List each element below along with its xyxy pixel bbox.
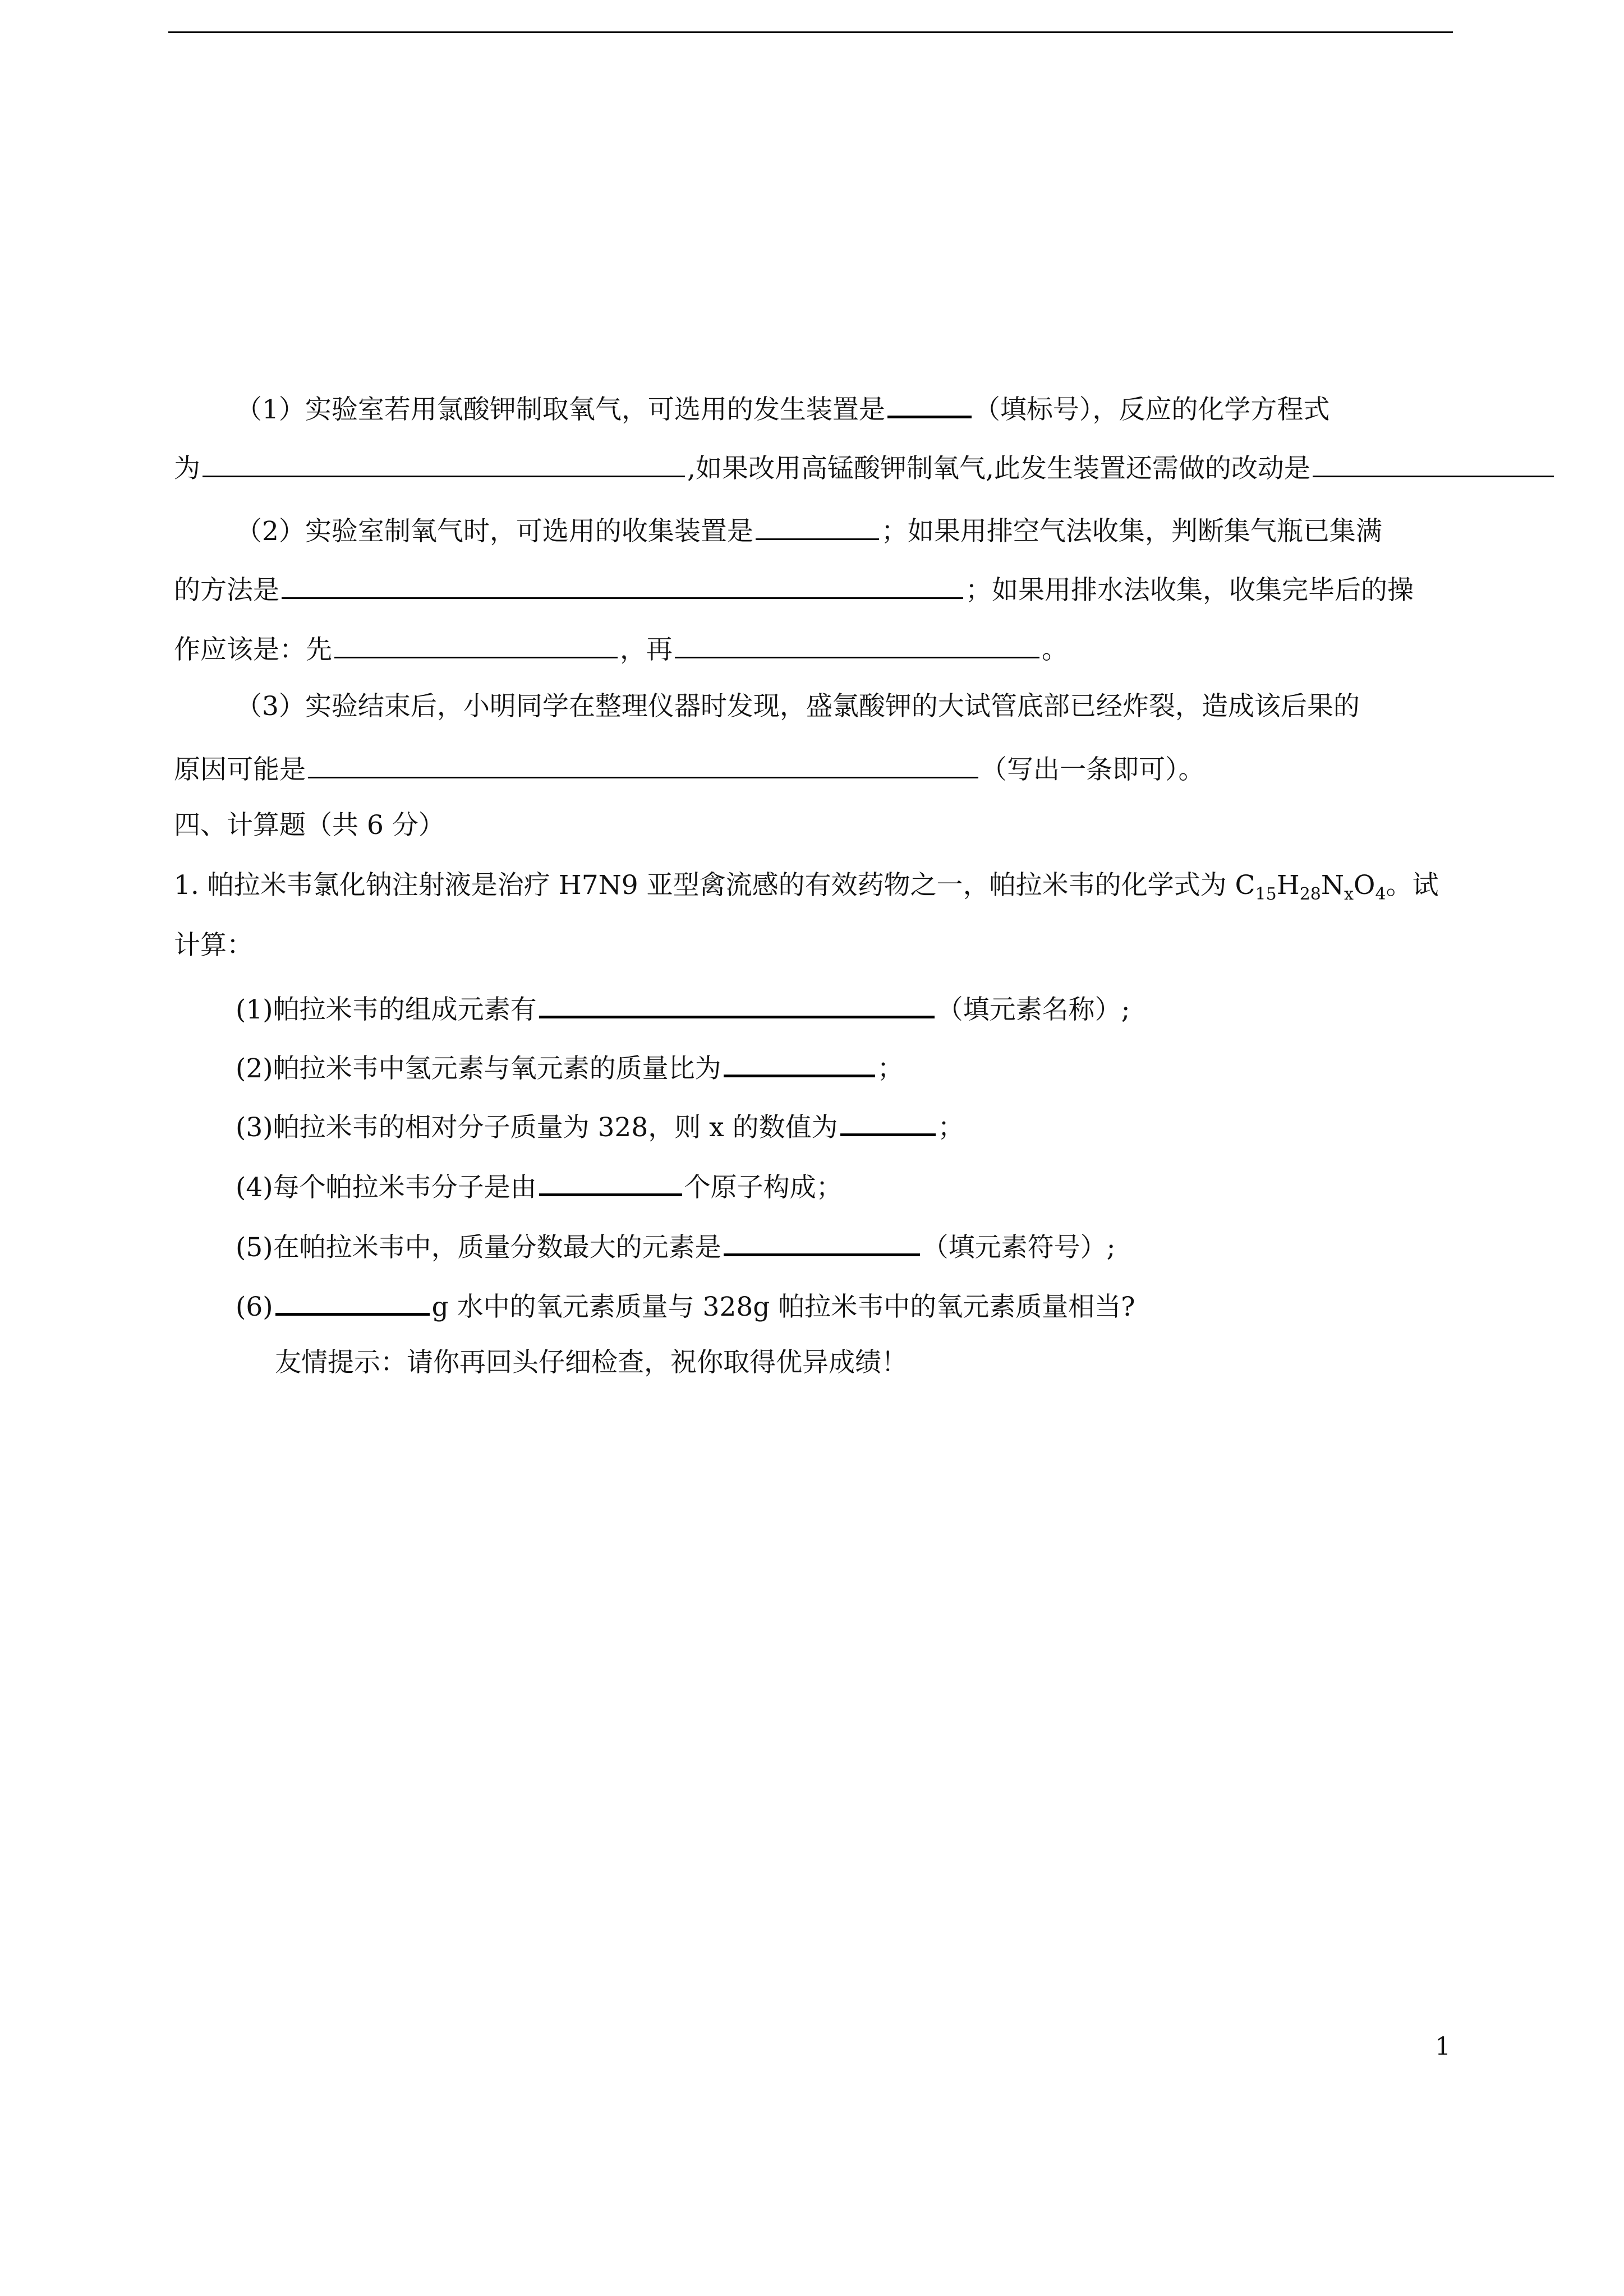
q2-first-step-blank[interactable] [334, 630, 618, 658]
q2-text-a: （2）实验室制氧气时，可选用的收集装置是 [236, 516, 753, 547]
q3-text-c: （写出一条即可）。 [981, 754, 1205, 785]
calc-item-3 [236, 1106, 1526, 1145]
section4-heading [174, 809, 1464, 842]
calc-item-2 [236, 1048, 1526, 1086]
calc-item-6-text: (6) [236, 1292, 273, 1322]
calc-item-5-text: (5)在帕拉米韦中，质量分数最大的元素是 [236, 1232, 721, 1263]
q1-modification-blank[interactable] [1313, 449, 1554, 477]
calc-item-1-suffix: （填元素名称）; [936, 994, 1130, 1025]
q3-text-b: 原因可能是 [174, 754, 306, 785]
calc-item-4-blank[interactable] [539, 1167, 682, 1196]
q2-text-d: ；如果用排水法收集，收集完毕后的操 [965, 575, 1414, 606]
q3-line-2 [174, 750, 1464, 787]
page-number: 1 [1435, 2032, 1451, 2061]
calc-item-5 [236, 1227, 1526, 1265]
q2-line-2 [174, 570, 1464, 607]
q3-reason-blank[interactable] [308, 750, 978, 778]
calc-item-1-blank[interactable] [539, 989, 935, 1018]
q2-text-c: 的方法是 [174, 575, 279, 606]
q2-collect-device-blank[interactable] [756, 511, 879, 540]
q2-line-1 [236, 511, 1526, 548]
calc-item-5-suffix: （填元素符号）; [922, 1232, 1116, 1263]
q2-second-step-blank[interactable] [675, 630, 1039, 658]
calc-intro-text-a: 1. 帕拉米韦氯化钠注射液是治疗 H7N9 亚型禽流感的有效药物之一，帕拉米韦的化学式为 [174, 870, 1235, 901]
calc-item-6-blank[interactable] [275, 1286, 430, 1316]
q3-line-1 [236, 690, 1526, 723]
calc-item-2-text: (2)帕拉米韦中氢元素与氧元素的质量比为 [236, 1053, 721, 1084]
q1-text-a: （1）实验室若用氯酸钾制取氧气，可选用的发生装置是 [236, 394, 885, 425]
formula-c: C [1235, 870, 1255, 901]
calc-item-6 [236, 1286, 1526, 1324]
calc-item-1-text: (1)帕拉米韦的组成元素有 [236, 994, 537, 1025]
calc-item-2-suffix: ； [877, 1053, 904, 1084]
calc-item-4-text: (4)每个帕拉米韦分子是由 [236, 1172, 537, 1203]
q2-text-e: 作应该是：先 [174, 634, 332, 665]
section4-heading-text: 四、计算题（共 6 分） [174, 810, 445, 841]
formula-n: N [1321, 870, 1344, 901]
calc-item-4-suffix: 个原子构成； [684, 1172, 843, 1203]
calc-item-4 [236, 1167, 1526, 1205]
formula-h: H [1276, 870, 1300, 901]
q1-text-b: （填标号），反应的化学方程式 [973, 394, 1330, 425]
calc-item-2-blank[interactable] [724, 1048, 875, 1077]
q2-text-b: ；如果用排空气法收集，判断集气瓶已集满 [881, 516, 1382, 547]
closing-tip [275, 1346, 1565, 1380]
calc-item-1 [236, 989, 1526, 1027]
formula-c-sub: 15 [1255, 884, 1277, 904]
calc-item-3-suffix: ； [937, 1112, 964, 1143]
q1-text-c: 为 [174, 453, 200, 484]
q1-device-blank[interactable] [887, 389, 972, 418]
q1-equation-blank[interactable] [203, 449, 685, 477]
formula-o: O [1353, 870, 1375, 901]
q2-full-check-blank[interactable] [282, 570, 963, 599]
chemical-formula [1235, 870, 1386, 904]
q1-text-d: ,如果改用高锰酸钾制氧气,此发生装置还需做的改动是 [687, 453, 1310, 484]
header-rule [168, 31, 1453, 33]
calc-item-3-blank[interactable] [840, 1106, 936, 1136]
calc-intro-text-c: 计算： [174, 930, 253, 961]
calc-item-3-text: (3)帕拉米韦的相对分子质量为 328，则 x 的数值为 [236, 1112, 838, 1143]
calc-intro-text-b: 。试 [1386, 870, 1439, 901]
q3-text-a: （3）实验结束后，小明同学在整理仪器时发现，盛氯酸钾的大试管底部已经炸裂，造成该后果的 [236, 691, 1360, 722]
formula-n-sub: x [1344, 884, 1354, 904]
calc-item-5-blank[interactable] [724, 1227, 920, 1256]
calc-item-6-suffix: g 水中的氧元素质量与 328g 帕拉米韦中的氧元素质量相当? [431, 1292, 1135, 1322]
q2-text-f: ，再 [620, 634, 673, 665]
q2-text-g: 。 [1042, 634, 1068, 665]
closing-tip-text: 友情提示：请你再回头仔细检查，祝你取得优异成绩！ [275, 1347, 908, 1378]
calc-intro-line-1 [174, 869, 1464, 902]
q2-line-3 [174, 630, 1464, 667]
q1-line-2 [174, 449, 1624, 486]
formula-o-sub: 4 [1375, 884, 1386, 904]
calc-intro-line-2 [174, 929, 1464, 962]
formula-h-sub: 28 [1299, 884, 1321, 904]
q1-line-1 [236, 389, 1526, 427]
